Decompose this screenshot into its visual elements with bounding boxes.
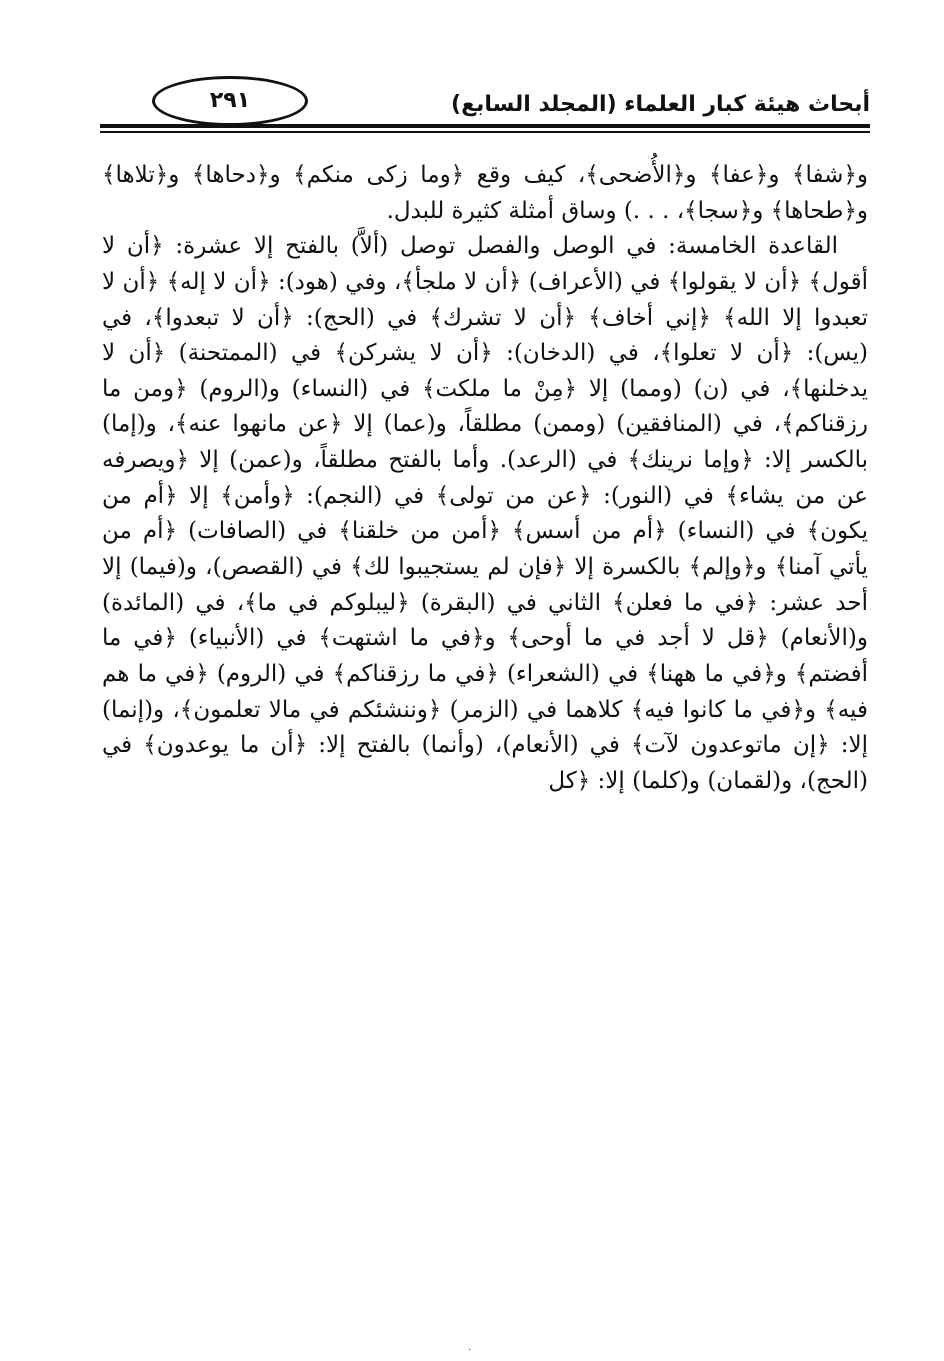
paragraph: و﴿شفا﴾ و﴿عفا﴾ و﴿الأُضحى﴾، كيف وقع ﴿وما زكى منكم﴾ و﴿دحاها﴾ و﴿تلاها﴾ و﴿طحاها﴾ و﴿سجا﴾، . . .) وساق أمثلة كثيرة للبدل. — [102, 162, 868, 224]
header-rule-thin — [100, 131, 870, 133]
paragraph: القاعدة الخامسة: في الوصل والفصل توصل (ألاَّ) بالفتح إلا عشرة: ﴿أن لا أقول﴾ ﴿أن لا يقولوا﴾ في (الأعراف) ﴿أن لا ملجأ﴾، وفي (هود): ﴿أن لا إله﴾ ﴿أن لا تعبدوا إلا الله﴾ ﴿إني أخاف﴾ ﴿أن لا تشرك﴾ في (الحج): ﴿أن لا تبعدوا﴾، في (يس): ﴿أن لا تعلوا﴾، في (الدخان): ﴿أن لا يشركن﴾ في (الممتحنة) ﴿أن لا يدخلنها﴾، في (ن) (ومما) إلا ﴿مِنْ ما ملكت﴾ في (النساء) و(الروم) ﴿ومن ما رزقناكم﴾، في (المنافقين) (وممن) مطلقاً، و(عما) إلا ﴿عن مانهوا عنه﴾، و(إما) بالكسر إلا: ﴿وإما نرينك﴾ في (الرعد). وأما بالفتح مطلقاً، و(عمن) إلا ﴿ويصرفه عن من يشاء﴾ في (النور): ﴿عن من تولى﴾ في (النجم): ﴿وأمن﴾ إلا ﴿أم من يكون﴾ في (النساء) ﴿أم من أسس﴾ ﴿أمن من خلقنا﴾ في (الصافات) ﴿أم من يأتي آمنا﴾ و﴿وإلم﴾ بالكسرة إلا ﴿فإن لم يستجيبوا لك﴾ في (القصص)، و(فيما) إلا أحد عشر: ﴿في ما فعلن﴾ الثاني في (البقرة) ﴿ليبلوكم في ما﴾، في (المائدة) و(الأنعام) ﴿قل لا أجد في ما أوحى﴾ و﴿في ما اشتهت﴾ في (الأنبياء) ﴿في ما أفضتم﴾ و﴿في ما ههنا﴾ في (الشعراء) ﴿في ما رزقناكم﴾ في (الروم) ﴿في ما هم فيه﴾ و﴿في ما كانوا فيه﴾ كلاهما في (الزمر) ﴿وننشئكم في مالا تعلمون﴾، و(إنما) إلا: ﴿إن ماتوعدون لآت﴾ في (الأنعام)، (وأنما) بالفتح إلا: ﴿أن ما يوعدون﴾ في (الحج)، و(لقمان) و(كلما) إلا: ﴿كل — [102, 233, 868, 794]
page-number: ٢٩١ — [152, 76, 308, 126]
running-title: أبحاث هيئة كبار العلماء (المجلد السابع) — [451, 92, 870, 117]
page-header — [100, 72, 870, 132]
body-text — [102, 158, 868, 800]
scan-speck: · — [468, 1345, 472, 1356]
